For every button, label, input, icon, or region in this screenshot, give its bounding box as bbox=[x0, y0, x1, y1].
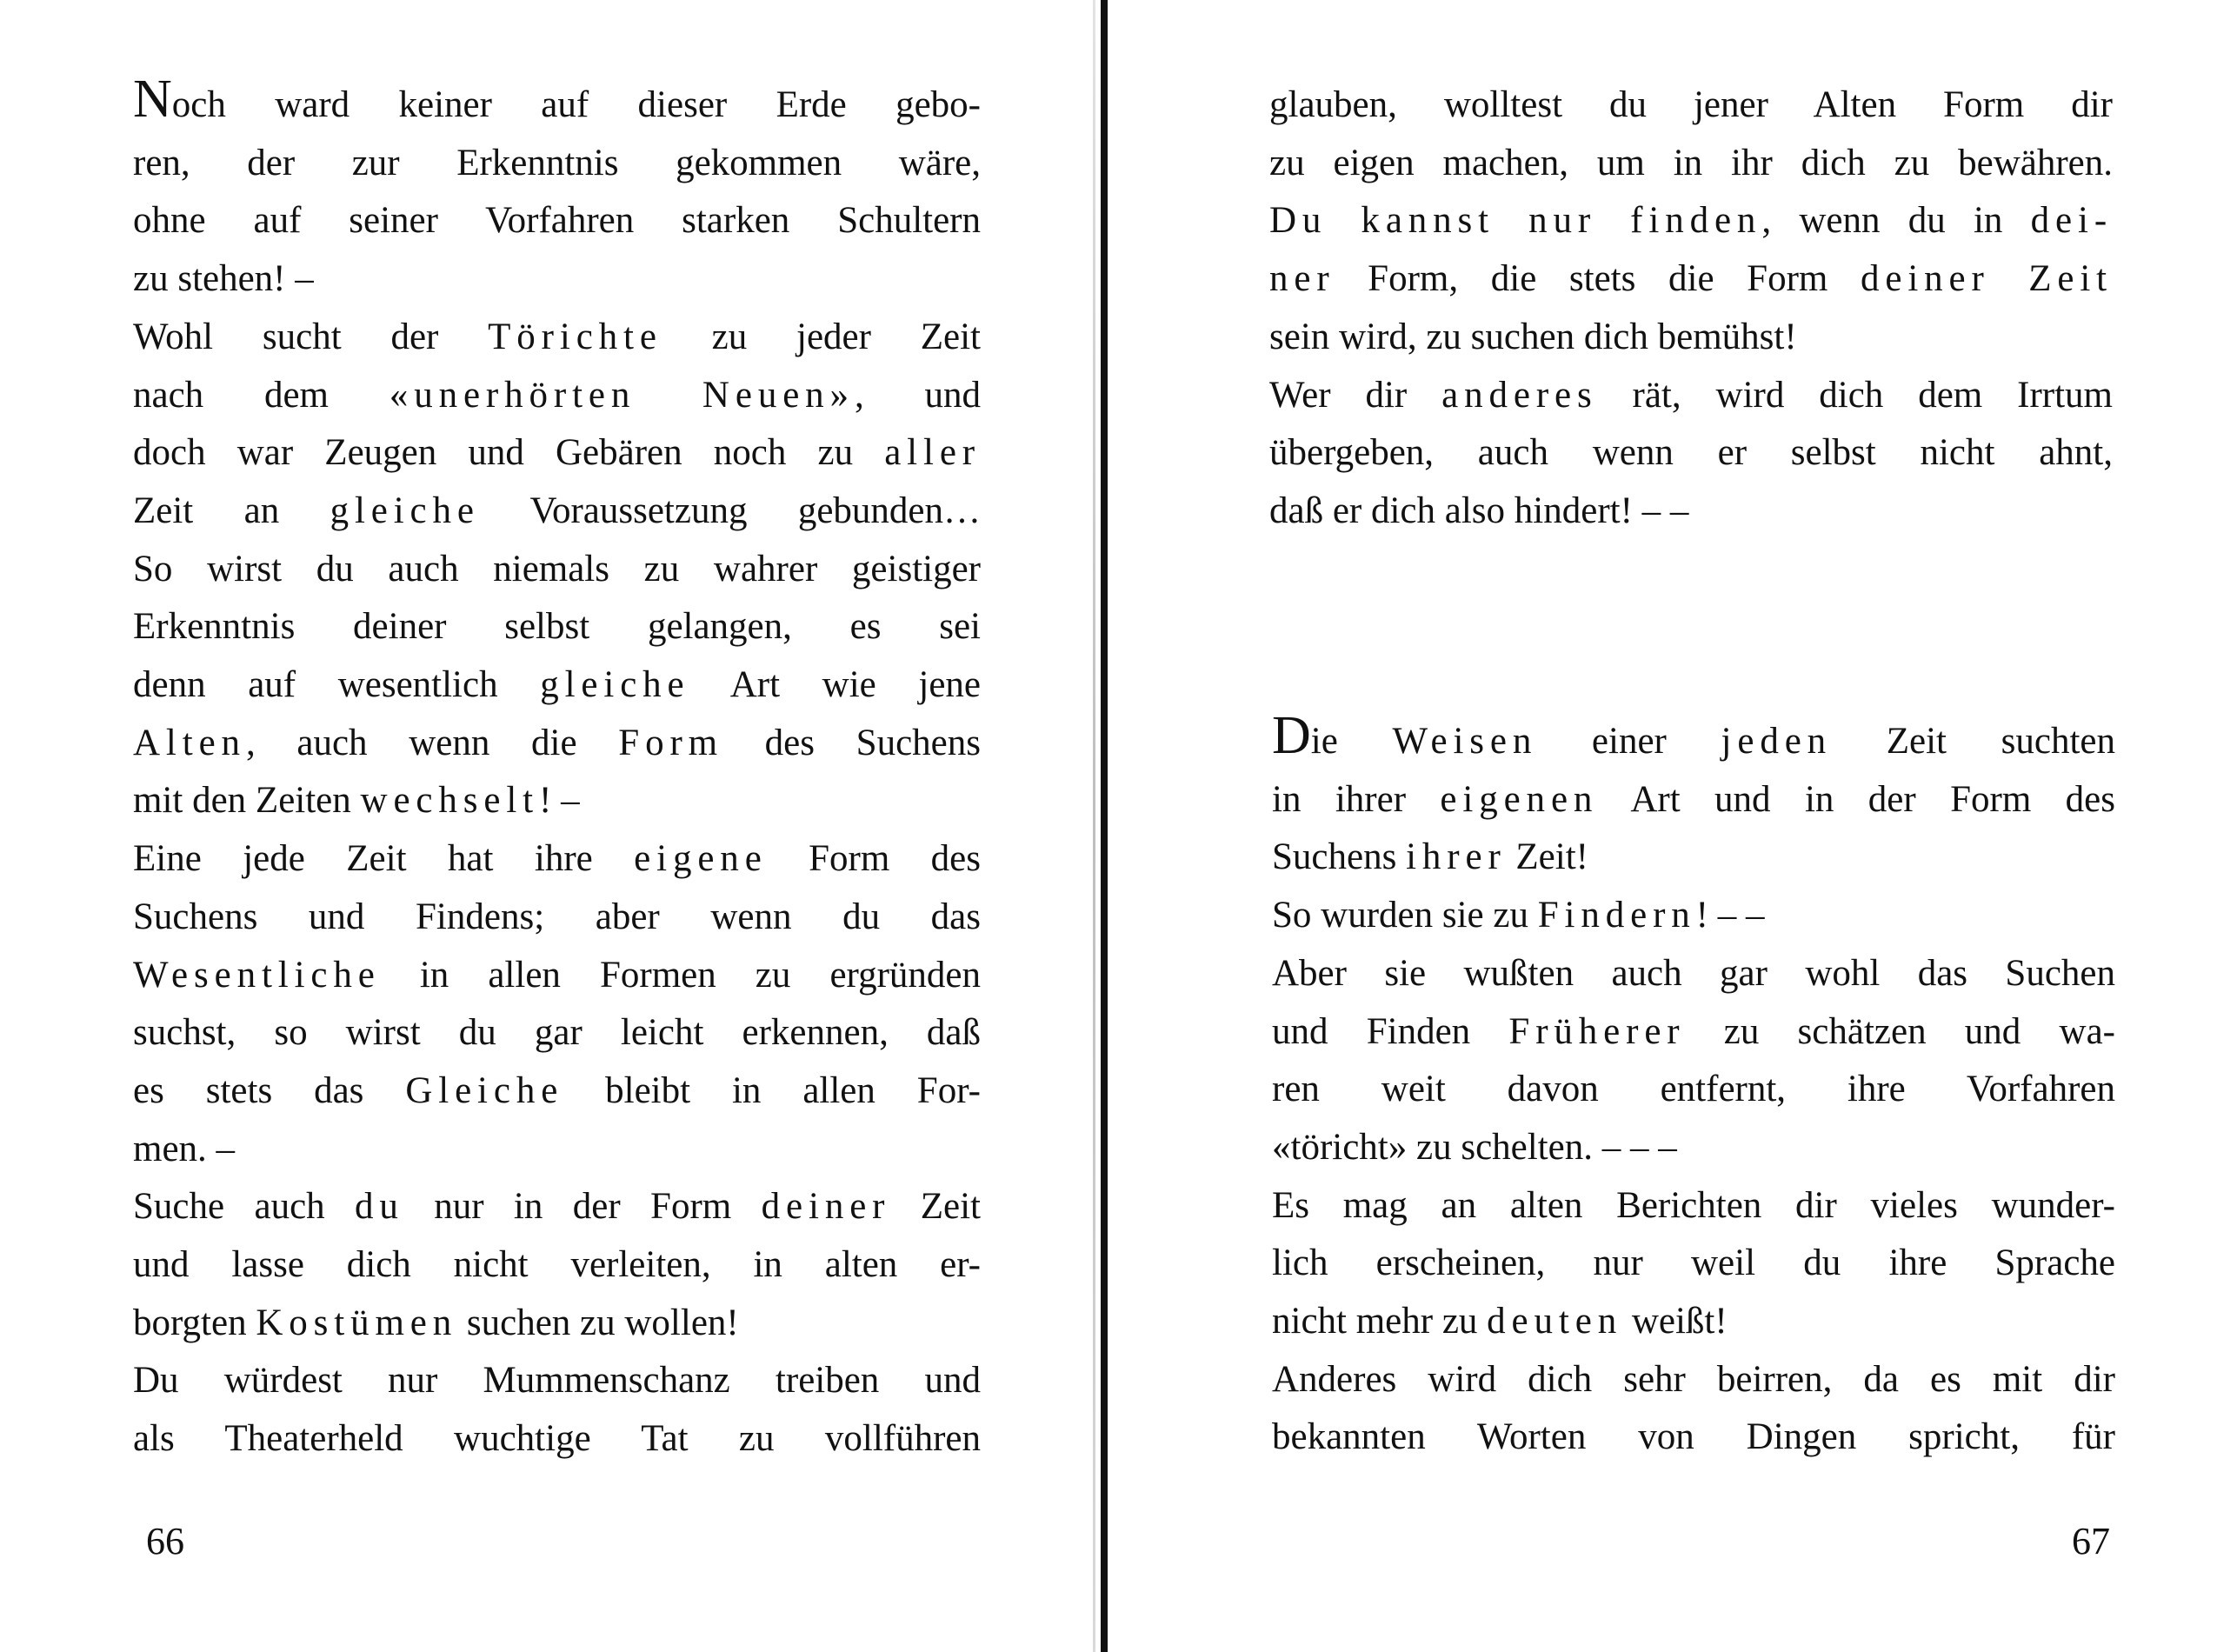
emphasis-text: Form bbox=[618, 722, 723, 763]
text-line bbox=[1272, 1293, 2115, 1351]
emphasis-text: Früherer bbox=[1508, 1010, 1686, 1052]
text-line bbox=[133, 889, 981, 947]
text-line bbox=[1272, 829, 2115, 887]
line-text: doch war Zeugen und Gebären noch zu bbox=[133, 432, 885, 474]
line-text: «töricht» zu schelten. – – – bbox=[1272, 1126, 1677, 1168]
emphasis-text: Wesentliche bbox=[133, 954, 381, 996]
line-text: zu jeder Zeit bbox=[662, 316, 981, 357]
text-line bbox=[1272, 706, 2115, 771]
emphasis-text: gleiche bbox=[330, 490, 480, 531]
text-line bbox=[1269, 483, 2113, 541]
line-text: nicht mehr zu bbox=[1272, 1301, 1488, 1342]
line-text: Wohl sucht der bbox=[133, 316, 489, 357]
text-line bbox=[133, 1062, 981, 1121]
text-line bbox=[133, 947, 981, 1005]
line-text: ren weit davon entfernt, ihre Vorfahren bbox=[1272, 1069, 2115, 1110]
line-text: Zeit an bbox=[133, 490, 330, 531]
line-text: So wurden sie zu bbox=[1272, 895, 1538, 936]
text-line bbox=[1272, 1061, 2115, 1119]
text-line bbox=[133, 192, 981, 250]
text-line bbox=[1272, 1235, 2115, 1293]
line-text: So wirst du auch niemals zu wahrer geistiger bbox=[133, 548, 981, 590]
line-text: in allen Formen zu ergründen bbox=[380, 954, 981, 996]
line-text: Suchens bbox=[1272, 836, 1407, 878]
line-text: übergeben, auch wenn er selbst nicht ahnt, bbox=[1269, 432, 2113, 474]
line-text: Eine jede Zeit hat ihre bbox=[133, 838, 635, 880]
line-text: Art wie jene bbox=[689, 664, 981, 706]
emphasis-text: deuten bbox=[1487, 1301, 1623, 1342]
line-text: Zeit bbox=[890, 1186, 981, 1228]
line-text: ! – bbox=[539, 780, 580, 822]
page-number-left: 66 bbox=[146, 1520, 184, 1562]
line-text: , und bbox=[854, 374, 981, 416]
emphasis-text: deiner Zeit bbox=[1861, 258, 2113, 300]
text-line bbox=[133, 309, 981, 367]
line-text: ohne auf seiner Vorfahren starken Schultern bbox=[133, 200, 981, 242]
line-text: zu eigen machen, um in ihr dich zu bewähren. bbox=[1269, 142, 2113, 183]
text-line bbox=[1272, 1003, 2115, 1062]
line-text: mit den Zeiten bbox=[133, 780, 361, 822]
line-text: Anderes wird dich sehr beirren, da es mit dir bbox=[1272, 1358, 2115, 1400]
text-line bbox=[133, 483, 981, 541]
line-text: ren, der zur Erkenntnis gekommen wäre, bbox=[133, 142, 981, 183]
text-line bbox=[133, 656, 981, 715]
text-line bbox=[1272, 887, 2115, 945]
line-text: Art und in der Form des bbox=[1598, 778, 2115, 820]
line-text: Du würdest nur Mummenschanz treiben und bbox=[133, 1360, 981, 1402]
line-text: bleibt in allen For- bbox=[563, 1069, 981, 1111]
emphasis-text: eigenen bbox=[1440, 778, 1599, 820]
emphasis-text: deiner bbox=[761, 1186, 891, 1228]
line-text: Form des bbox=[767, 838, 982, 880]
emphasis-text: Törichte bbox=[488, 316, 662, 357]
emphasis-text: Du kannst nur finden bbox=[1269, 200, 1762, 242]
line-text: es stets das bbox=[133, 1069, 406, 1111]
line-text: und lasse dich nicht verleiten, in alten er- bbox=[133, 1244, 981, 1286]
text-line bbox=[133, 598, 981, 656]
line-text: ie bbox=[1310, 721, 1393, 762]
emphasis-text: «unerhörten Neuen» bbox=[389, 374, 855, 416]
line-text: des Suchens bbox=[722, 722, 981, 763]
emphasis-text: du bbox=[355, 1186, 404, 1228]
emphasis-text: Weisen bbox=[1392, 721, 1538, 762]
line-text: Voraussetzung gebunden… bbox=[479, 490, 981, 531]
line-text: men. – bbox=[133, 1128, 236, 1169]
emphasis-text: anderes bbox=[1441, 374, 1598, 416]
line-text: Wer dir bbox=[1269, 374, 1442, 416]
left-page-text bbox=[133, 70, 982, 1469]
right-page-text-top bbox=[1269, 77, 2113, 541]
line-text: und Finden bbox=[1272, 1010, 1509, 1052]
line-text: denn auf wesentlich bbox=[133, 664, 541, 706]
emphasis-text: eigene bbox=[634, 838, 768, 880]
line-text: rät, wird dich dem Irrtum bbox=[1597, 374, 2113, 416]
emphasis-text: Gleiche bbox=[405, 1069, 564, 1111]
line-text: daß er dich also hindert! – – bbox=[1269, 490, 1689, 531]
text-line bbox=[133, 1121, 981, 1179]
text-line bbox=[1269, 135, 2113, 193]
line-text: einer bbox=[1537, 721, 1721, 762]
line-text: in ihrer bbox=[1272, 778, 1441, 820]
right-page-text-bottom bbox=[1272, 706, 2115, 1467]
line-text: Form, die stets die Form bbox=[1335, 258, 1861, 300]
text-line bbox=[133, 1352, 981, 1410]
text-line bbox=[1272, 771, 2115, 829]
text-line bbox=[133, 250, 981, 309]
line-text: glauben, wolltest du jener Alten Form dir bbox=[1269, 84, 2113, 125]
line-text: ! – – bbox=[1695, 895, 1765, 936]
line-text: suchen zu wollen! bbox=[457, 1302, 739, 1343]
text-line bbox=[1269, 367, 2113, 425]
line-text: Suche auch bbox=[133, 1186, 356, 1228]
text-line bbox=[1269, 77, 2113, 135]
line-text: lich erscheinen, nur weil du ihre Sprache bbox=[1272, 1242, 2115, 1284]
emphasis-text: gleiche bbox=[540, 664, 690, 706]
page-number-right: 67 bbox=[2072, 1520, 2110, 1562]
line-text: Aber sie wußten auch gar wohl das Suchen bbox=[1272, 952, 2115, 994]
text-line bbox=[133, 830, 981, 889]
text-line bbox=[1272, 1409, 2115, 1467]
drop-cap: N bbox=[133, 70, 172, 129]
line-text: Zeit suchten bbox=[1832, 721, 2115, 762]
line-text: , auch wenn die bbox=[245, 722, 619, 763]
line-text: borgten bbox=[133, 1302, 256, 1343]
left-page bbox=[0, 0, 1095, 1652]
text-line bbox=[1272, 1177, 2115, 1236]
text-line bbox=[133, 715, 981, 773]
text-line bbox=[133, 1295, 981, 1353]
line-text: als Theaterheld wuchtige Tat zu vollführen bbox=[133, 1418, 981, 1460]
emphasis-text: Alten bbox=[133, 722, 246, 763]
text-line bbox=[1272, 945, 2115, 1003]
text-line bbox=[1269, 424, 2113, 483]
emphasis-text: dei- bbox=[2030, 200, 2114, 242]
text-line bbox=[133, 70, 981, 135]
text-line bbox=[1269, 309, 2113, 367]
drop-cap: D bbox=[1272, 706, 1311, 765]
line-text: zu schätzen und wa- bbox=[1685, 1010, 2115, 1052]
text-line bbox=[133, 1178, 981, 1236]
text-line bbox=[1269, 192, 2113, 250]
line-text: weißt! bbox=[1622, 1301, 1728, 1342]
line-text: Zeit! bbox=[1506, 836, 1588, 878]
gutter-shadow bbox=[1093, 0, 1095, 1652]
line-text: bekannten Worten von Dingen spricht, für bbox=[1272, 1416, 2115, 1458]
text-line bbox=[133, 772, 981, 830]
line-text: nach dem bbox=[133, 374, 389, 416]
line-text: zu stehen! – bbox=[133, 258, 314, 300]
emphasis-text: ihrer bbox=[1406, 836, 1507, 878]
text-line bbox=[133, 541, 981, 599]
line-text: suchst, so wirst du gar leicht erkennen, daß bbox=[133, 1012, 981, 1054]
text-line bbox=[1272, 1351, 2115, 1409]
emphasis-text: jeden bbox=[1721, 721, 1833, 762]
text-line bbox=[133, 1236, 981, 1295]
text-line bbox=[1272, 1119, 2115, 1177]
text-line bbox=[133, 1004, 981, 1062]
text-line bbox=[133, 424, 981, 483]
line-text: sein wird, zu suchen dich bemühst! bbox=[1269, 316, 1797, 357]
emphasis-text: wechselt bbox=[360, 780, 539, 822]
text-line bbox=[1269, 250, 2113, 309]
text-line bbox=[133, 135, 981, 193]
line-text: och ward keiner auf dieser Erde gebo- bbox=[171, 84, 981, 125]
line-text: Suchens und Findens; aber wenn du das bbox=[133, 896, 981, 937]
emphasis-text: Kostümen bbox=[256, 1302, 458, 1343]
line-text: Es mag an alten Berichten dir vieles wunder- bbox=[1272, 1184, 2115, 1226]
text-line bbox=[133, 367, 981, 425]
line-text: Erkenntnis deiner selbst gelangen, es sei bbox=[133, 606, 981, 648]
emphasis-text: aller bbox=[884, 432, 981, 474]
emphasis-text: Findern bbox=[1537, 895, 1696, 936]
line-text: , wenn du in bbox=[1761, 200, 2031, 242]
text-line bbox=[133, 1410, 981, 1469]
line-text: nur in der Form bbox=[403, 1186, 762, 1228]
book-gutter bbox=[1101, 0, 1108, 1652]
emphasis-text: ner bbox=[1269, 258, 1335, 300]
